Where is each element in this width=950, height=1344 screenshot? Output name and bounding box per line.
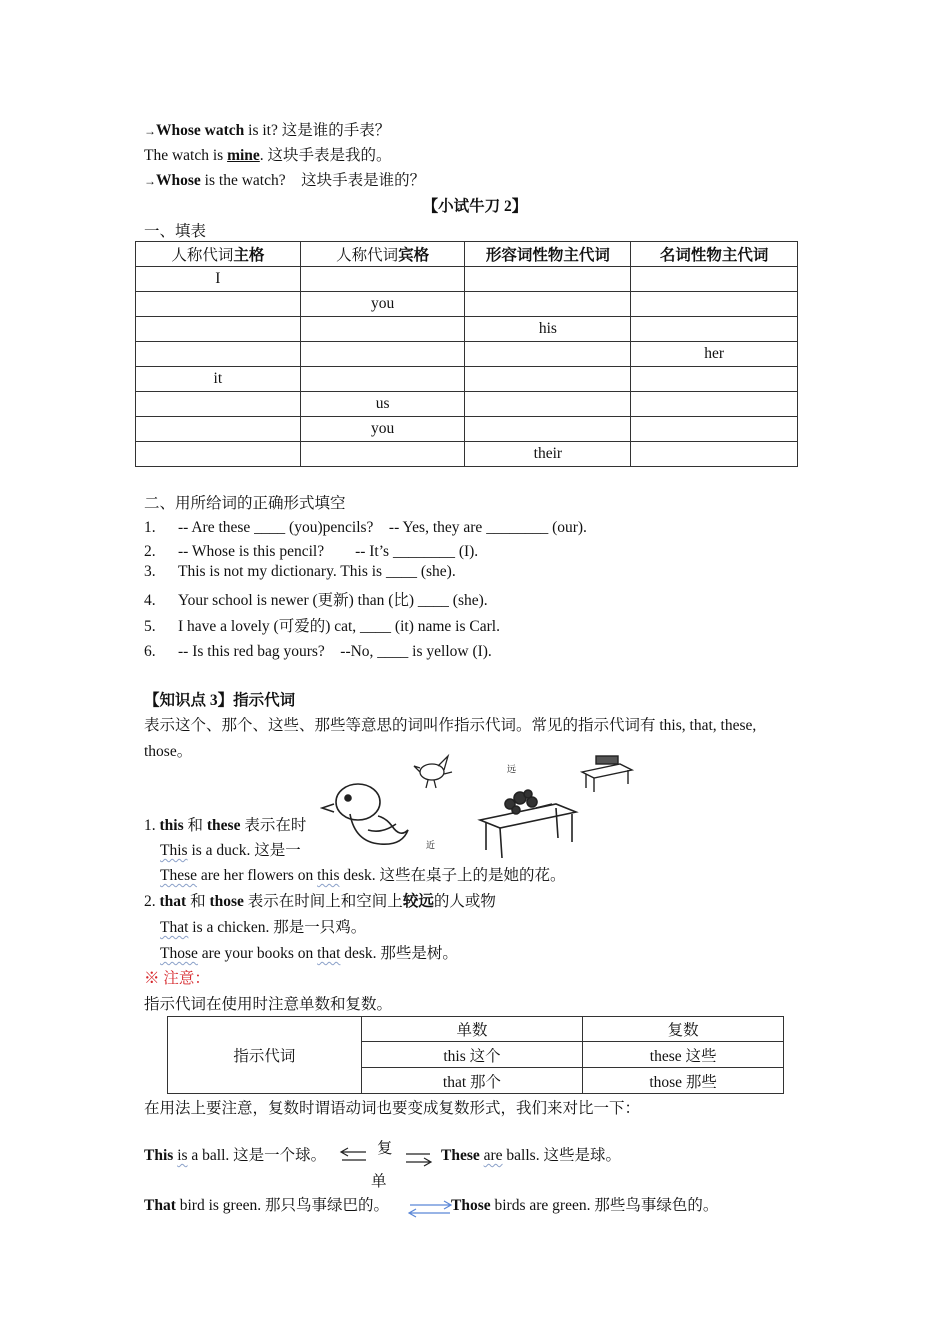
section3-intro-line2: those。 xyxy=(144,743,193,760)
header-cell: 人称代词宾格 xyxy=(300,242,465,267)
near-table-drawing xyxy=(480,790,576,858)
usage-text: 在用法上要注意，复数时谓语动词也要变成复数形式，我们来对比一下： xyxy=(144,1100,641,1117)
section3-heading: 【知识点 3】指示代词 xyxy=(144,692,296,709)
far-table-drawing xyxy=(582,756,632,792)
header-cell: 复数 xyxy=(583,1017,784,1042)
part2-heading: 二、用所给词的正确形式填空 xyxy=(144,495,346,512)
demonstrative-table xyxy=(167,1016,784,1094)
plural-label: 复 xyxy=(377,1140,393,1157)
table-row: you xyxy=(136,292,798,317)
exercise-item: 4. Your school is newer (更新) than (比) ____ (she). xyxy=(144,592,488,609)
intro-line-2: The watch is mine. 这块手表是我的。 xyxy=(144,147,392,164)
compare-singular-1: This is a ball. 这是一个球。 xyxy=(144,1147,327,1164)
compare-singular-2: That bird is green. 那只鸟事绿巴的。 xyxy=(144,1197,389,1214)
table-header-row xyxy=(136,242,798,267)
example-1b: These are her flowers on this desk. 这些在桌子上的是她的花。 xyxy=(160,867,566,884)
far-label: 远 xyxy=(507,764,517,774)
exercise-item: 2. -- Whose is this pencil? -- It’s ________ (I). xyxy=(144,543,479,560)
section-title: 【小试牛刀 2】 xyxy=(422,198,528,215)
header-cell: 形容词性物主代词 xyxy=(465,242,631,267)
point-1: 1. this 和 these 表示在时 xyxy=(144,817,307,834)
exercise-item: 3. This is not my dictionary. This is ____ (she). xyxy=(144,563,456,580)
row-label-cell: 指示代词 xyxy=(168,1017,362,1094)
near-far-illustration xyxy=(320,742,640,860)
pronoun-table xyxy=(135,241,798,467)
double-arrow-icon xyxy=(406,1198,454,1220)
bird-drawing xyxy=(414,756,452,788)
intro-line-1: →Whose watch is it? 这是谁的手表？ xyxy=(144,122,391,139)
table-row: it xyxy=(136,367,798,392)
arrow-icon: → xyxy=(144,124,156,138)
header-cell: 人称代词主格 xyxy=(136,242,301,267)
table-row: their xyxy=(136,442,798,467)
table-row: that 那个 those 那些 xyxy=(168,1068,784,1094)
duck-drawing xyxy=(322,784,408,844)
swap-arrows-icon xyxy=(336,1146,436,1168)
header-cell: 名词性物主代词 xyxy=(631,242,798,267)
header-cell: 单数 xyxy=(361,1017,583,1042)
point-2: 2. that 和 those 表示在时间上和空间上较远的人或物 xyxy=(144,893,496,910)
compare-plural-1: These are balls. 这些是球。 xyxy=(441,1147,621,1164)
exercise-item: 6. -- Is this red bag yours? --No, ____ is yellow (I). xyxy=(144,643,492,660)
table-row: her xyxy=(136,342,798,367)
section3-intro-line1: 表示这个、那个、这些、那些等意思的词叫作指示代词。常见的指示代词有 this, that, these, xyxy=(144,717,757,734)
exercise-item: 1. -- Are these ____ (you)pencils? -- Yes, they are ________ (our). xyxy=(144,519,587,536)
table-row: his xyxy=(136,317,798,342)
note-label: ※ 注意： xyxy=(144,970,210,987)
note-text: 指示代词在使用时注意单数和复数。 xyxy=(144,996,393,1013)
singular-label: 单 xyxy=(371,1173,387,1190)
table-row: you xyxy=(136,417,798,442)
table-row: I xyxy=(136,267,798,292)
arrow-icon: → xyxy=(144,174,156,188)
intro-line-3: →Whose is the watch? 这块手表是谁的？ xyxy=(144,172,426,189)
table-row: us xyxy=(136,392,798,417)
example-2a: That is a chicken. 那是一只鸡。 xyxy=(160,919,367,936)
exercise-item: 5. I have a lovely (可爱的) cat, ____ (it) name is Carl. xyxy=(144,618,500,635)
example-1a: This is a duck. 这是一 xyxy=(160,842,301,859)
part1-heading: 一、填表 xyxy=(144,223,207,240)
compare-plural-2: Those birds are green. 那些鸟事绿色的。 xyxy=(451,1197,719,1214)
table-row: this 这个 these 这些 xyxy=(168,1042,784,1068)
near-label: 近 xyxy=(426,840,436,850)
example-2b: Those are your books on that desk. 那些是树。 xyxy=(160,945,458,962)
